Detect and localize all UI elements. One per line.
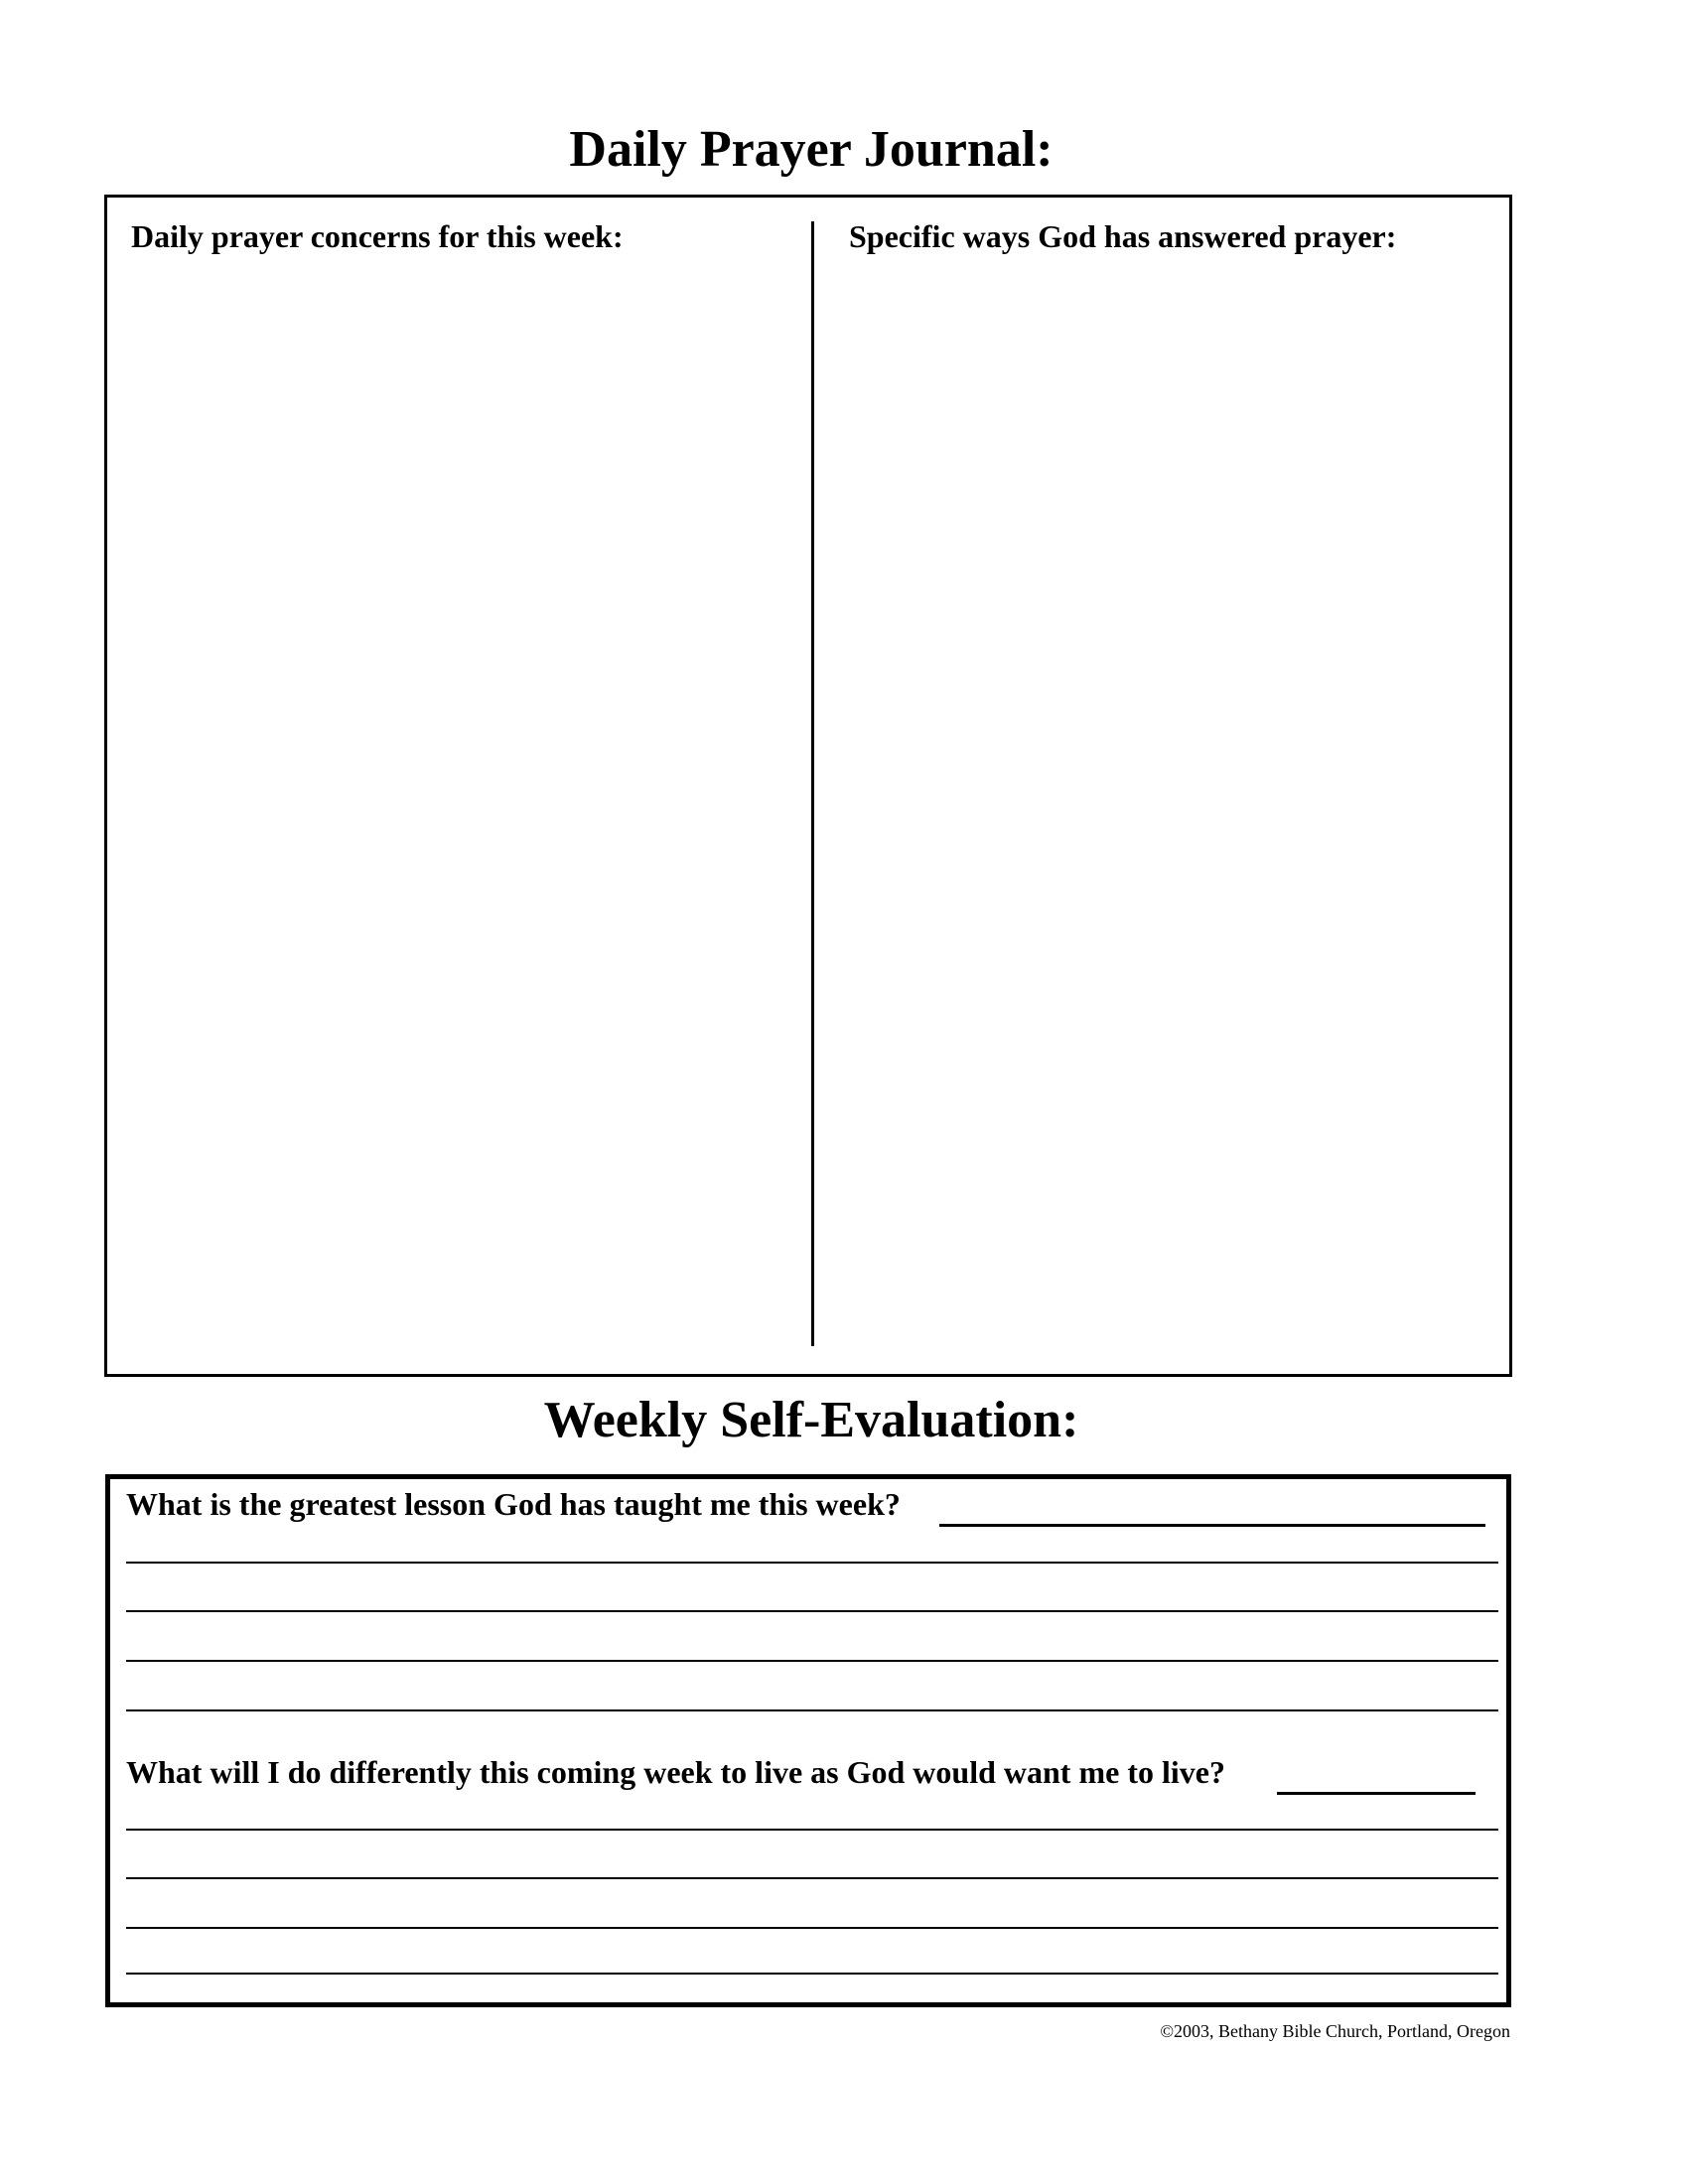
copyright-notice: ©2003, Bethany Bible Church, Portland, Oregon xyxy=(1160,2021,1510,2041)
self-evaluation-title: Weekly Self-Evaluation: xyxy=(543,1392,1079,1448)
do-differently-answer-blank[interactable] xyxy=(1277,1792,1476,1795)
self-evaluation-box xyxy=(105,1474,1511,2007)
answer-line[interactable] xyxy=(126,1877,1498,1879)
answer-line[interactable] xyxy=(126,1927,1498,1929)
prayer-journal-box xyxy=(104,195,1512,1377)
answer-line[interactable] xyxy=(126,1709,1498,1711)
greatest-lesson-answer-blank[interactable] xyxy=(939,1524,1485,1527)
journal-title: Daily Prayer Journal: xyxy=(569,121,1054,178)
answer-line[interactable] xyxy=(126,1562,1498,1564)
answer-line[interactable] xyxy=(126,1660,1498,1662)
answer-line[interactable] xyxy=(126,1610,1498,1612)
answered-prayer-heading: Specific ways God has answered prayer: xyxy=(849,218,1397,254)
greatest-lesson-question: What is the greatest lesson God has taught me this week? xyxy=(126,1486,901,1522)
do-differently-question: What will I do differently this coming week to live as God would want me to live? xyxy=(126,1754,1225,1790)
prayer-concerns-heading: Daily prayer concerns for this week: xyxy=(131,218,624,254)
column-divider xyxy=(811,221,814,1346)
answer-line[interactable] xyxy=(126,1973,1498,1975)
answer-line[interactable] xyxy=(126,1829,1498,1831)
